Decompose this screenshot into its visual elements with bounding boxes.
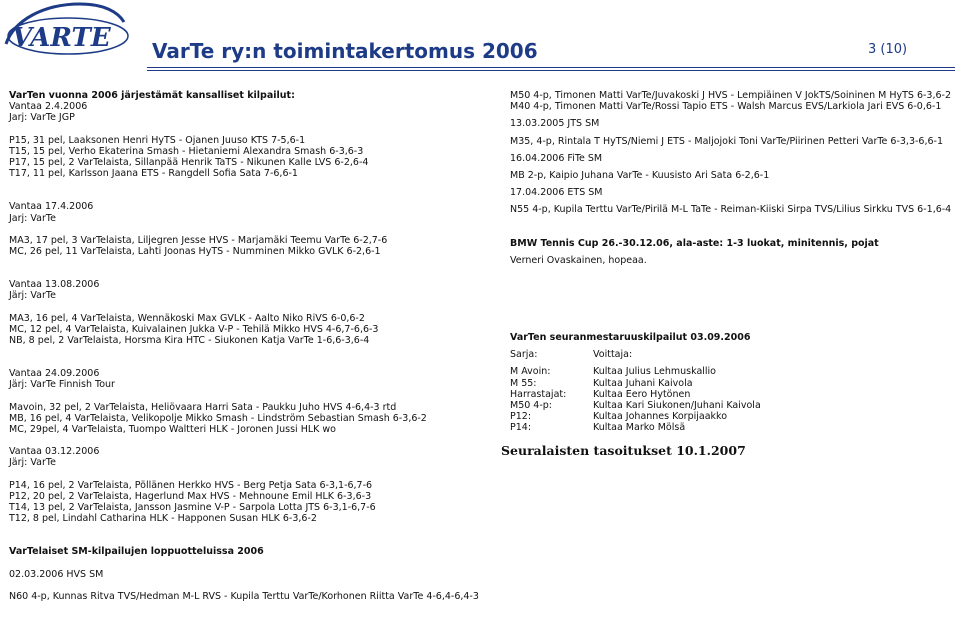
result-line: MC, 26 pel, 11 VarTelaista, Lahti Joonas HyTS - Numminen Mikko GVLK 6-2,6-1 [9,246,381,258]
sm-date: 02.03.2006 HVS SM [9,568,104,580]
result-line: P12, 20 pel, 2 VarTelaista, Hagerlund Max HVS - Mehnoune Emil HLK 6-3,6-3 [9,490,372,502]
winner-cell: Kultaa Julius Lehmuskallio [593,366,716,378]
series-cell: M Avoin: [510,366,551,378]
sm-result-block [510,90,955,112]
winner-column-header: Voittaja: [593,349,633,361]
sm-heading: VarTelaiset SM-kilpailujen loppuotteluissa 2006 [9,546,264,558]
sm-result: M50 4-p, Timonen Matti VarTe/Juvakoski J HVS - Lempiäinen V JokTS/Soininen M HyTS 6-3,6-2 [510,90,951,101]
sm-result-block [510,153,955,181]
result-line: Mavoin, 32 pel, 2 VarTelaista, Heliövaara Harri Sata - Paukku Juho HVS 4-6,4-3 rtd [9,401,397,413]
sm-date: 16.04.2006 FiTe SM [510,152,603,164]
event-block [9,101,479,179]
bmw-result: Verneri Ovaskainen, hopeaa. [510,254,647,266]
page-number: 3 (10) [868,42,908,57]
series-cell: Harrastajat: [510,388,567,400]
section-heading: VarTen vuonna 2006 järjestämät kansalliset kilpailut: [9,90,295,101]
series-cell: P14: [510,422,532,434]
sm-result: N60 4-p, Kunnas Ritva TVS/Hedman M-L RVS - Kupila Terttu VarTe/Korhonen Riitta VarTe 4-6,4-6,4-3 [9,590,479,602]
sm-result: N55 4-p, Kupila Terttu VarTe/Pirilä M-L TaTe - Reiman-Kiiski Sirpa TVS/Lilius Sirkku TVS 6-1,6-4 [510,204,952,216]
event-block [9,201,479,257]
bmw-heading: BMW Tennis Cup 26.-30.12.06, ala-aste: 1-3 luokat, minitennis, pojat [510,237,879,249]
ranking-heading: Seuralaisten tasoitukset 10.1.2007 [501,442,746,458]
result-line: MC, 12 pel, 4 VarTelaista, Kuivalainen Jukka V-P - Tehilä Mikko HVS 4-6,7-6,6-3 [9,323,379,335]
result-line: P17, 15 pel, 2 VarTelaista, Sillanpää Henrik TaTS - Nikunen Kalle LVS 6-2,6-4 [9,157,369,169]
event-block [9,446,479,524]
series-column-header: Sarja: [510,349,538,361]
event-organizer: Jarj: VarTe [9,212,56,224]
sm-result: M40 4-p, Timonen Matti VarTe/Rossi Tapio ETS - Walsh Marcus EVS/Larkiola Jari EVS 6-0,6-1 [510,101,942,113]
series-cell: M50 4-p: [510,400,553,412]
winner-cell: Kultaa Eero Hytönen [593,388,691,400]
result-line: MC, 29pel, 4 VarTelaista, Tuompo Waltteri HLK - Joronen Jussi HLK wo [9,424,336,436]
event-block [9,368,479,435]
result-line: T14, 13 pel, 2 VarTelaista, Jansson Jasmine V-P - Sarpola Lotta JTS 6-3,1-6,7-6 [9,502,376,514]
event-organizer: Järj: VarTe [9,457,56,469]
event-date: Vantaa 2.4.2006 [9,101,88,113]
header-rule [147,67,955,68]
result-line: T17, 11 pel, Karlsson Jaana ETS - Rangdell Sofia Sata 7-6,6-1 [9,168,298,180]
sm-date: 17.04.2006 ETS SM [510,187,603,199]
result-line: NB, 8 pel, 2 VarTelaista, Horsma Kira HTC - Siukonen Katja VarTe 1-6,6-3,6-4 [9,335,370,347]
result-line: P15, 31 pel, Laaksonen Henri HyTS - Ojanen Juuso KTS 7-5,6-1 [9,134,306,146]
sm-result: MB 2-p, Kaipio Juhana VarTe - Kuusisto Ari Sata 6-2,6-1 [510,170,770,182]
sm-result: M35, 4-p, Rintala T HyTS/Niemi J ETS - Maljojoki Toni VarTe/Piirinen Petteri VarTe 6-3,3-6,6-1 [510,135,944,147]
event-date: Vantaa 17.4.2006 [9,201,94,213]
svg-text:VARTE: VARTE [12,23,111,53]
winner-cell: Kultaa Juhani Kaivola [593,377,693,389]
event-organizer: Järj: VarTe Finnish Tour [9,379,115,391]
event-date: Vantaa 13.08.2006 [9,279,100,291]
winner-cell: Kultaa Kari Siukonen/Juhani Kaivola [593,400,761,412]
sm-result-block [510,118,955,146]
sm-date: 13.03.2005 JTS SM [510,118,600,130]
club-championship-heading: VarTen seuranmestaruuskilpailut 03.09.2006 [510,332,751,344]
winner-cell: Kultaa Marko Mölsä [593,422,686,434]
document-title: VarTe ry:n toimintakertomus 2006 [152,39,538,63]
left-column [9,90,479,602]
right-column [501,90,955,458]
club-results-rows [510,366,955,433]
club-results-table [510,349,955,360]
event-date: Vantaa 03.12.2006 [9,446,100,458]
result-line: MA3, 17 pel, 3 VarTelaista, Liljegren Jesse HVS - Marjamäki Teemu VarTe 6-2,7-6 [9,234,388,246]
result-line: MA3, 16 pel, 4 VarTelaista, Wennäkoski Max GVLK - Aalto Niko RiVS 6-0,6-2 [9,312,365,324]
result-line: MB, 16 pel, 4 VarTelaista, Velikopolje Mikko Smash - Lindström Sebastian Smash 6-3,6-2 [9,412,427,424]
winner-cell: Kultaa Johannes Korpijaakko [593,411,728,423]
result-line: P14, 16 pel, 2 VarTelaista, Pöllänen Herkko HVS - Berg Petja Sata 6-3,1-6,7-6 [9,479,373,491]
event-organizer: Järj: VarTe [9,290,56,302]
event-organizer: Jarj: VarTe JGP [9,112,75,124]
event-block [9,279,479,346]
header-rule-thin [147,70,955,71]
sm-result-block [510,187,955,215]
result-line: T15, 15 pel, Verho Ekaterina Smash - Hietaniemi Alexandra Smash 6-3,6-3 [9,145,364,157]
event-date: Vantaa 24.09.2006 [9,368,100,380]
series-cell: M 55: [510,377,537,389]
series-cell: P12: [510,411,532,423]
varte-logo [0,0,130,58]
result-line: T12, 8 pel, Lindahl Catharina HLK - Happonen Susan HLK 6-3,6-2 [9,513,317,525]
